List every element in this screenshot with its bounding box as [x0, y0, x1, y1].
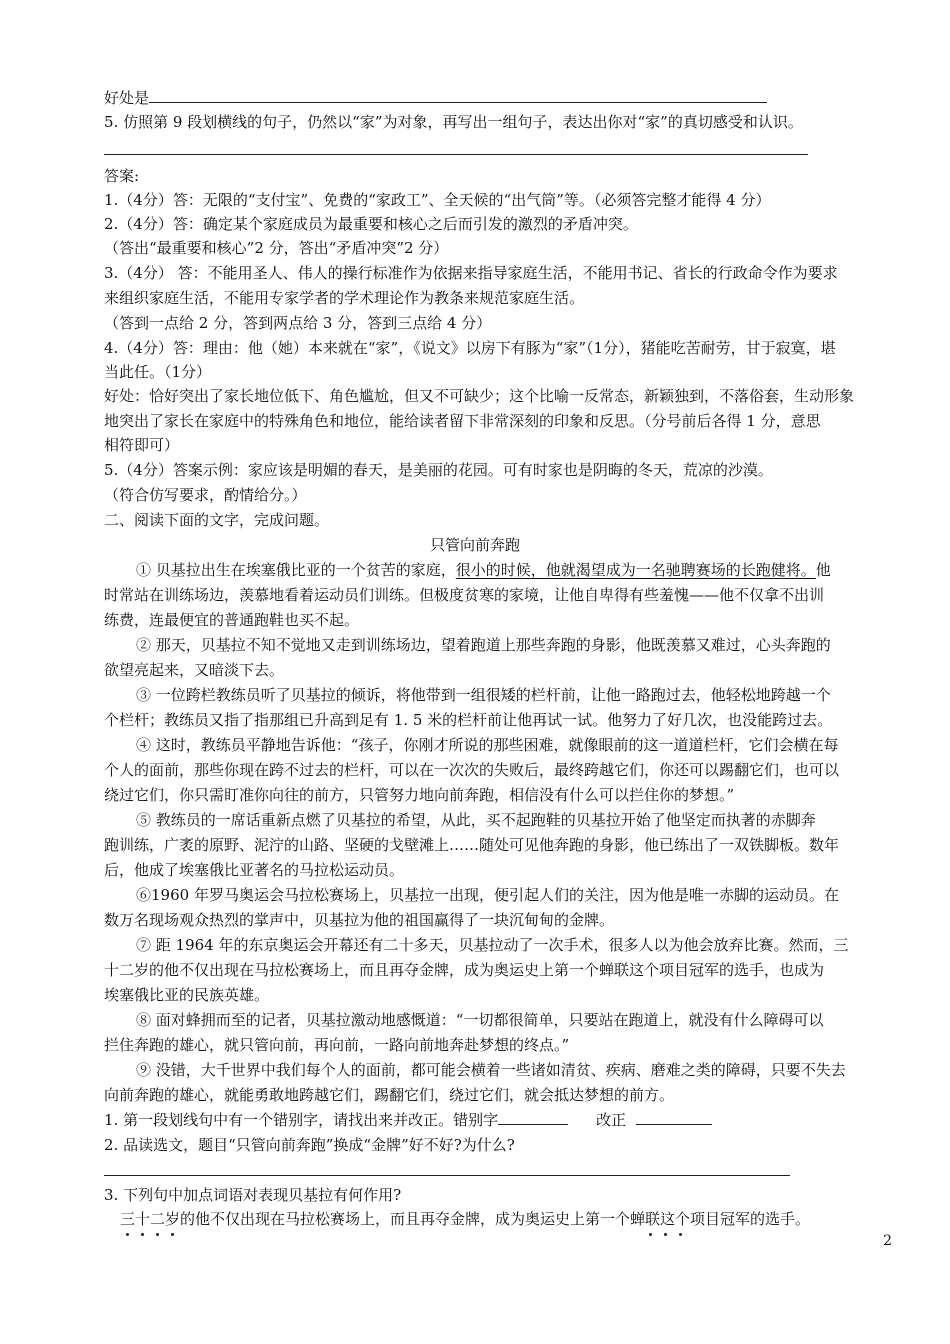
page-number: 2	[883, 1233, 892, 1249]
emphasis-dot	[664, 1233, 667, 1236]
answer-1: 1.（4分）答：无限的“支付宝”、免费的“家政工”、全天候的“出气筒”等。（必须答完整才能得 4 分）	[104, 191, 771, 209]
paragraph-9-line1: ⑨ 没错，大千世界中我们每个人的面前，都可能会横着一些诸如清贫、疾病、磨难之类的障碍，只要不失去	[136, 1061, 846, 1079]
answer-4-line5: 相符即可）	[104, 436, 180, 454]
paragraph-2-line1: ② 那天，贝基拉不知不觉地又走到训练场边，望着跑道上那些奔跑的身影，他既羡慕又难过，心头奔跑的	[136, 636, 831, 654]
paragraph-4-line3: 绕过它们，你只需盯准你向往的前方，只管努力地向前奔跑，相信没有什么可以拦住你的梦想。”	[104, 786, 735, 804]
paragraph-4-line2: 个人的面前，那些你现在跨不过去的栏杆，可以在一次次的失败后，最终跨越它们，你还可以踢翻它们，也可以	[104, 761, 840, 779]
haochu-line	[104, 86, 767, 110]
paragraph-7-line3: 埃塞俄比亚的民族英雄。	[104, 986, 270, 1004]
paragraph-1-line3: 练费，连最便宜的普通跑鞋也买不起。	[104, 611, 360, 629]
paragraph-4-line1: ④ 这时，教练员平静地告诉他：“孩子，你刚才所说的那些困难，就像眼前的这一道道栏杆，它们会横在每	[136, 736, 839, 754]
answer-2-note: （答出“最重要和核心”2 分，答出“矛盾冲突”2 分）	[104, 239, 449, 257]
question-3-sentence: 三十二岁的他不仅出现在马拉松赛场上，而且再夺金牌，成为奥运史上第一个蝉联这个项目冠军的选手。	[120, 1210, 811, 1228]
paragraph-6-line1: ⑥1960 年罗马奥运会马拉松赛场上，贝基拉一出现，便引起人们的关注，因为他是唯一赤脚的运动员。在	[136, 886, 839, 904]
paragraph-7-line1: ⑦ 距 1964 年的东京奥运会开幕还有二十多天，贝基拉动了一次手术，很多人以为他会放弃比赛。然而，三	[136, 936, 849, 954]
question-2: 2. 品读选文，题目“只管向前奔跑”换成“金牌”好不好?为什么?	[104, 1136, 515, 1154]
correction-blank[interactable]	[636, 1110, 712, 1125]
emphasis-dot	[649, 1233, 652, 1236]
emphasis-dot	[141, 1233, 144, 1236]
paragraph-8-line2: 拦住奔跑的雄心，就只管向前，再向前，一路向前地奔赴梦想的终点。”	[104, 1036, 570, 1054]
article-title: 只管向前奔跑	[429, 536, 520, 554]
paragraph-1-line1: ① 贝基拉出生在埃塞俄比亚的一个贫苦的家庭，很小的时候，他就渴望成为一名驰聘赛场的长跑健将。他	[136, 561, 831, 579]
answer-3-line2: 来组织家庭生活，不能用专家学者的学术理论作为教条来规范家庭生活。	[104, 289, 585, 307]
answer-5-note: （符合仿写要求，酌情给分。）	[104, 486, 307, 504]
paragraph-3-line2: 个栏杆；教练员又指了指那组已升高到足有 1. 5 米的栏杆前让他再试一试。他努力了好几次，也没能跨过去。	[104, 711, 833, 729]
paragraph-2-line2: 欲望亮起来，又暗淡下去。	[104, 661, 285, 679]
answer-blank[interactable]	[149, 88, 767, 103]
paragraph-5-line2: 跑训练，广袤的原野、泥泞的山路、坚硬的戈壁滩上……随处可见他奔跑的身影，他已练出了一双铁脚板。数年	[104, 836, 840, 854]
answers-title: 答案:	[104, 167, 140, 185]
paragraph-1-line2: 时常站在训练场边，羡慕地看着运动员们训练。但极度贫寒的家境，让他自卑得有些羞愧——他不仅拿不出训	[104, 586, 825, 604]
paragraph-7-line2: 十二岁的他不仅出现在马拉松赛场上，而且再夺金牌，成为奥运史上第一个蝉联这个项目冠军的选手，也成为	[104, 961, 825, 979]
answer-4-line3: 好处：恰好突出了家长地位低下、角色尴尬，但又不可缺少；这个比喻一反常态，新颖独到，不落俗套，生动形象	[104, 387, 855, 405]
emphasis-dot	[679, 1233, 682, 1236]
question-1: 1. 第一段划线句中有一个错别字，请找出来并改正。错别字 改正	[104, 1108, 712, 1132]
question-5: 5. 仿照第 9 段划横线的句子，仍然以“家”为对象，再写出一组句子，表达出你对“家”的真切感受和认识。	[104, 113, 803, 131]
answer-line-2[interactable]	[104, 1175, 790, 1176]
answer-3-note: （答到一点给 2 分，答到两点给 3 分，答到三点给 4 分）	[104, 314, 492, 332]
answer-line[interactable]	[104, 154, 808, 155]
answer-4-line2: 当此任。（1分）	[104, 363, 212, 381]
paragraph-5-line1: ⑤ 教练员的一席话重新点燃了贝基拉的希望，从此，买不起跑鞋的贝基拉开始了他坚定而执著的赤脚奔	[136, 811, 816, 829]
question-3: 3. 下列句中加点词语对表现贝基拉有何作用?	[104, 1186, 402, 1204]
paragraph-5-line3: 后，他成了埃塞俄比亚著名的马拉松运动员。	[104, 861, 405, 879]
answer-2: 2.（4分）答：确定某个家庭成员为最重要和核心之后而引发的激烈的矛盾冲突。	[104, 215, 638, 233]
answer-4-line4: 地突出了家长在家庭中的特殊角色和地位，能给读者留下非常深刻的印象和反思。（分号前后各得 1 分，意思	[104, 412, 821, 430]
paragraph-8-line1: ⑧ 面对蜂拥而至的记者，贝基拉激动地感慨道：“一切都很简单，只要站在跑道上，就没有什么障碍可以	[136, 1011, 824, 1029]
haochu-label: 好处是	[104, 89, 150, 107]
paragraph-6-line2: 数万名现场观众热烈的掌声中，贝基拉为他的祖国赢得了一块沉甸甸的金牌。	[104, 911, 615, 929]
emphasis-dot	[156, 1233, 159, 1236]
emphasis-dot	[171, 1233, 174, 1236]
paragraph-9-line2: 向前奔跑的雄心，就能勇敢地跨越它们，踢翻它们，绕过它们，就会抵达梦想的前方。	[104, 1086, 675, 1104]
answer-4-line1: 4.（4分）答：理由：他（她）本来就在“家”，《说文》以房下有豚为“家”（1分），猪能吃苦耐劳，甘于寂寞，堪	[104, 339, 836, 357]
answer-3-line1: 3.（4分） 答：不能用圣人、伟人的操行标准作为依据来指导家庭生活，不能用书记、省长的行政命令作为要求	[104, 264, 838, 282]
answer-5: 5.（4分）答案示例：家应该是明媚的春天，是美丽的花园。可有时家也是阴晦的冬天，荒凉的沙漠。	[104, 461, 773, 479]
paragraph-3-line1: ③ 一位跨栏教练员听了贝基拉的倾诉，将他带到一组很矮的栏杆前，让他一路跑过去，他轻松地跨越一个	[136, 686, 831, 704]
emphasis-dot	[126, 1233, 129, 1236]
typo-blank[interactable]	[498, 1110, 568, 1125]
underlined-sentence: 很小的时候，他就渴望成为一名驰聘赛场的长跑健将。	[455, 561, 816, 579]
section-2-heading: 二、阅读下面的文字，完成问题。	[104, 511, 330, 529]
